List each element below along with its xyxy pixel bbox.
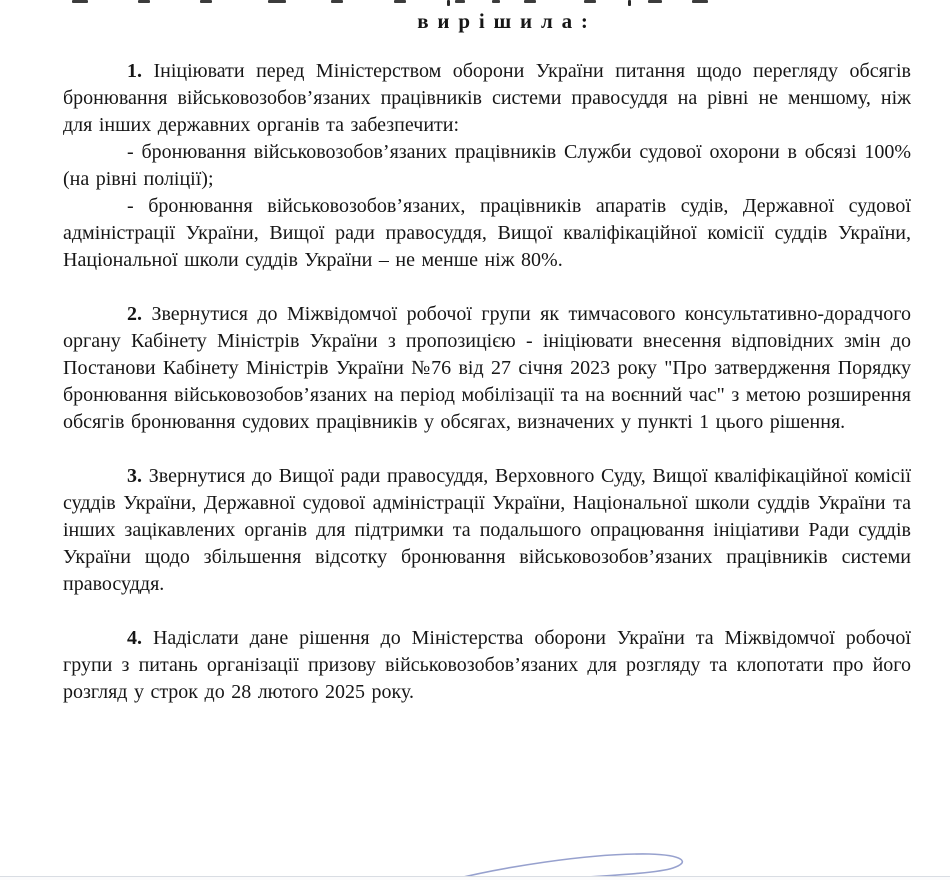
- paragraph: [63, 193, 911, 274]
- paragraph: [63, 301, 911, 436]
- glyph-fragment: [584, 0, 596, 3]
- paragraph-text: Ініціювати перед Міністерством оборони України питання щодо перегляду обсягів бронювання військовозобов’язаних працівників системи правосуддя на рівні не меншому, ніж для інших державних органів та забезпечити:: [63, 60, 911, 136]
- paragraph: [63, 139, 911, 193]
- glyph-fragment: [492, 0, 500, 3]
- paragraph-number: 3.: [127, 465, 142, 487]
- glyph-fragment: [394, 0, 406, 3]
- cropped-line-fragments: [0, 0, 950, 8]
- glyph-fragment: [138, 0, 150, 3]
- glyph-fragment: [331, 0, 343, 3]
- glyph-fragment: [200, 0, 212, 3]
- paragraph-text: Звернутися до Вищої ради правосуддя, Верховного Суду, Вищої кваліфікаційної комісії суддів України, Державної судової адміністрації України, Національної школи суддів України та інших зацікавлених органів для підтримки та подальшого опрацювання ініціативи Ради суддів України щодо збільшення відсотку бронювання військовозобов’язаних працівників системи правосуддя.: [63, 465, 911, 595]
- document-body: [63, 58, 911, 706]
- paragraph-text: Звернутися до Міжвідомчої робочої групи як тимчасового консультативно-дорадчого органу Кабінету Міністрів України з пропозицією - ініціювати внесення відповідних змін до Постанови Кабінету Міністрів України №76 від 27 січня 2023 року "Про затвердження Порядку бронювання військовозобов’язаних на період мобілізації та на воєнний час" з метою розширення обсягів бронювання судових працівників у обсягах, визначених у пункті 1 цього рішення.: [63, 303, 911, 433]
- decision-heading: вирішила:: [417, 9, 597, 33]
- glyph-fragment: [524, 0, 536, 3]
- glyph-fragment: [648, 0, 662, 3]
- paragraph: [63, 625, 911, 706]
- paragraph-number: 2.: [127, 303, 142, 325]
- paragraph: [63, 58, 911, 139]
- paragraph-text: - бронювання військовозобов’язаних працівників Служби судової охорони в обсязі 100% (на рівні поліції);: [63, 141, 911, 190]
- paragraph: [63, 463, 911, 598]
- paragraph-text: Надіслати дане рішення до Міністерства оборони України та Міжвідомчої робочої групи з питань організації призову військовозобов’язаних для розгляду та клопотати про його розгляд у строк до 28 лютого 2025 року.: [63, 627, 911, 703]
- glyph-fragment: [268, 0, 286, 3]
- glyph-descender-fragment: [447, 0, 450, 6]
- glyph-descender-fragment: [628, 0, 631, 6]
- glyph-fragment: [692, 0, 708, 3]
- paragraph-number: 1.: [127, 60, 142, 82]
- paragraph-text: - бронювання військовозобов’язаних, працівників апаратів судів, Державної судової адміністрації України, Вищої ради правосуддя, Вищої кваліфікаційної комісії суддів України, Національної школи суддів України – не менше ніж 80%.: [63, 195, 911, 271]
- glyph-fragment: [455, 0, 465, 3]
- glyph-fragment: [72, 0, 88, 3]
- paragraph-number: 4.: [127, 627, 142, 649]
